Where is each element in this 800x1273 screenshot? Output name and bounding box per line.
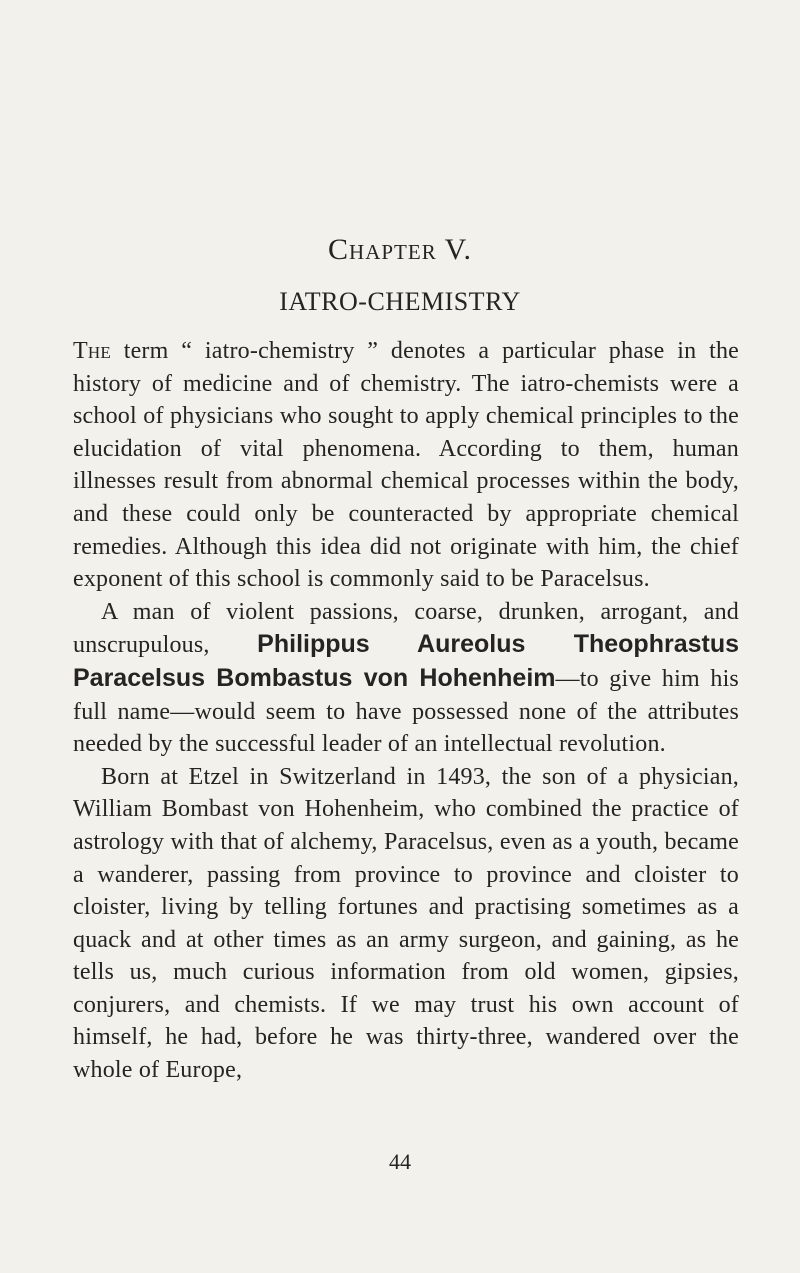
paragraph-1-text: term “ iatro-chemistry ” denotes a particular phase in the history of medicine and of chemistry. The iatro-chemists were a school of physicians who sought to apply chemical principles to the elucidation of vital phenomena. According to them, human illnesses result from abnormal chemical processes within the body, and these could only be counteracted by appropriate chemical remedies. Although this idea did not originate with him, the chief exponent of this school is commonly said to be Paracelsus. (73, 338, 739, 593)
chapter-title: IATRO-CHEMISTRY (279, 287, 521, 316)
chapter-heading: Chapter V. (328, 233, 472, 266)
paragraph-2-text-after: —to give him his full name—would seem to have possessed none of the attributes needed by the successful leader of an intellectual revolution. (73, 665, 739, 758)
body-text (73, 335, 739, 1087)
page-number: 44 (389, 1149, 411, 1174)
paracelsus-full-name: Philippus Aureolus Theophrastus Paracelsus Bombastus von Hohenheim (73, 630, 740, 692)
paragraph-3-text: Born at Etzel in Switzerland in 1493, the son of a physician, William Bombast von Hohenheim, who combined the practice of astrology with that of alchemy, Paracelsus, even as a youth, became a wanderer, passing from province to province and cloister to cloister, living by telling fortunes and practising sometimes as a quack and at other times as an army surgeon, and gaining, as he tells us, much curious information from old women, gipsies, conjurers, and chemists. If we may trust his own account of himself, he had, before he was thirty-three, wandered over the whole of Europe, (73, 763, 739, 1084)
paragraph-1-lead: The (73, 338, 111, 364)
paragraph-3 (73, 761, 739, 1087)
paragraph-2 (73, 596, 739, 761)
paragraph-1 (73, 335, 739, 596)
paragraph-2-text-before: A man of violent passions, coarse, drunken, arrogant, and unscrupulous, (73, 598, 739, 659)
